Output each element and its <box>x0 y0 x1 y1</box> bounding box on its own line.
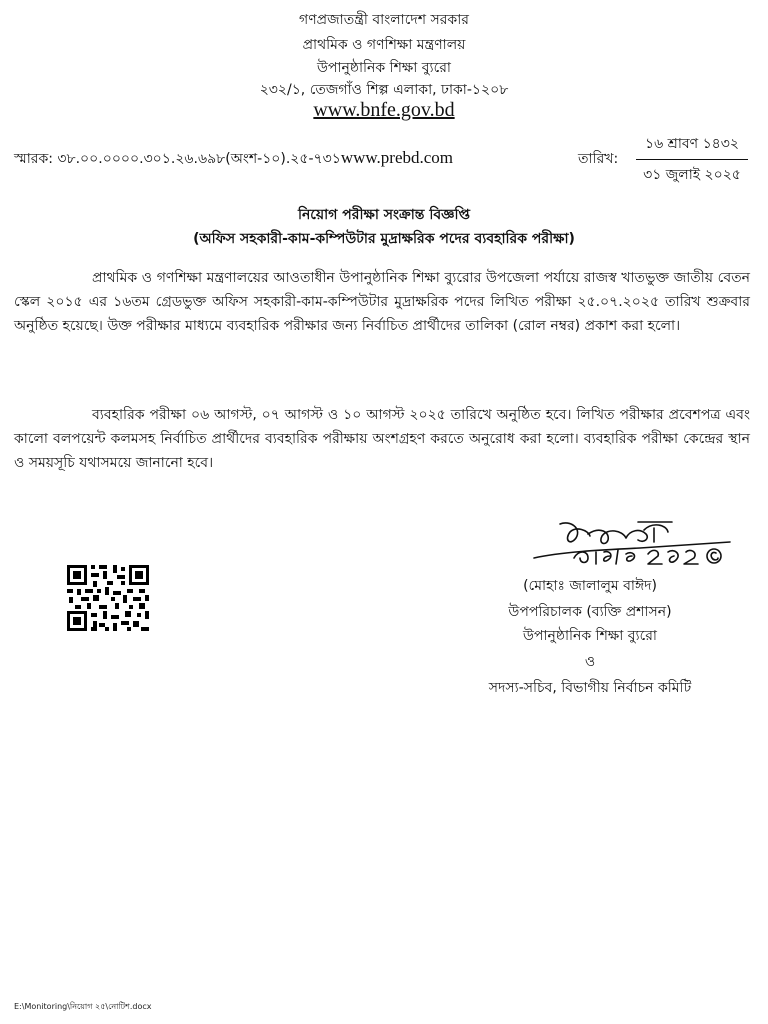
file-path-footer: E:\Monitoring\নিয়োগ ২৫\নোটিশ.docx <box>14 1002 152 1011</box>
body-paragraph-2: ব্যবহারিক পরীক্ষা ০৬ আগস্ট, ০৭ আগস্ট ও ১০ আগস্ট ২০২৫ তারিখে অনুষ্ঠিত হবে। লিখিত পরীক্ষার প্রবেশপত্র এবং কালো বলপয়েন্ট কলমসহ নির্বাচিত প্রার্থীদের ব্যবহারিক পরীক্ষায় অংশগ্রহণ করতে অনুরোধ করা হলো। ব্যবহারিক পরীক্ষা কেন্দ্রের স্থান ও সময়সূচি যথাসময়ে জানানো হবে। <box>14 407 750 471</box>
signatory-office: উপানুষ্ঠানিক শিক্ষা ব্যুরো <box>523 628 657 644</box>
body-paragraph-1: প্রাথমিক ও গণশিক্ষা মন্ত্রণালয়ের আওতাধীন উপানুষ্ঠানিক শিক্ষা ব্যুরোর উপজেলা পর্যায়ে রাজস্ব খাতভুক্ত জাতীয় বেতন স্কেল ২০১৫ এর ১৬তম গ্রেডভুক্ত অফিস সহকারী-কাম-কম্পিউটার মুদ্রাক্ষরিক পদের লিখিত পরীক্ষা ২৫.০৭.২০২৫ তারিখ শুক্রবার অনুষ্ঠিত হয়েছে। উক্ত পরীক্ষার মাধ্যমে ব্যবহারিক পরীক্ষার জন্য নির্বাচিত প্রার্থীদের তালিকা (রোল নম্বর) প্রকাশ করা হলো। <box>14 270 750 334</box>
date-block <box>636 132 748 187</box>
bureau-name: উপানুষ্ঠানিক শিক্ষা ব্যুরো <box>317 60 451 76</box>
signatory-conjunction: ও <box>584 654 596 670</box>
ministry-name: প্রাথমিক ও গণশিক্ষা মন্ত্রণালয় <box>302 37 466 53</box>
signatory-designation: উপপরিচালক (ব্যক্তি প্রশাসন) <box>508 604 672 620</box>
government-name: গণপ্রজাতন্ত্রী বাংলাদেশ সরকার <box>299 12 469 28</box>
handwritten-signature <box>530 518 750 572</box>
qr-code-icon <box>67 565 149 631</box>
notice-subtitle: (অফিস সহকারী-কাম-কম্পিউটার মুদ্রাক্ষরিক পদের ব্যবহারিক পরীক্ষা) <box>193 231 575 247</box>
date-english: ৩১ জুলাই ২০২৫ <box>643 167 741 183</box>
site-overlay-text: www.prebd.com <box>340 148 454 167</box>
memo-label: স্মারক: <box>14 151 53 167</box>
signatory-name: (মোহাঃ জালালুম বাঈদ) <box>523 578 657 594</box>
memo-reference <box>14 147 453 171</box>
office-address: ২৩২/১, তেজগাঁও শিল্প এলাকা, ঢাকা-১২০৮ <box>259 82 509 98</box>
website-link[interactable]: www.bnfe.gov.bd <box>313 99 455 121</box>
signatory-committee: সদস্য-সচিব, বিভাগীয় নির্বাচন কমিটি <box>488 680 692 696</box>
date-label: তারিখ: <box>578 151 619 167</box>
memo-number: ৩৮.০০.০০০০.৩০১.২৬.৬৯৮(অংশ-১০).২৫-৭৩১ <box>57 151 341 167</box>
date-bangla: ১৬ শ্রাবণ ১৪৩২ <box>636 132 748 160</box>
notice-title: নিয়োগ পরীক্ষা সংক্রান্ত বিজ্ঞপ্তি <box>297 207 471 223</box>
